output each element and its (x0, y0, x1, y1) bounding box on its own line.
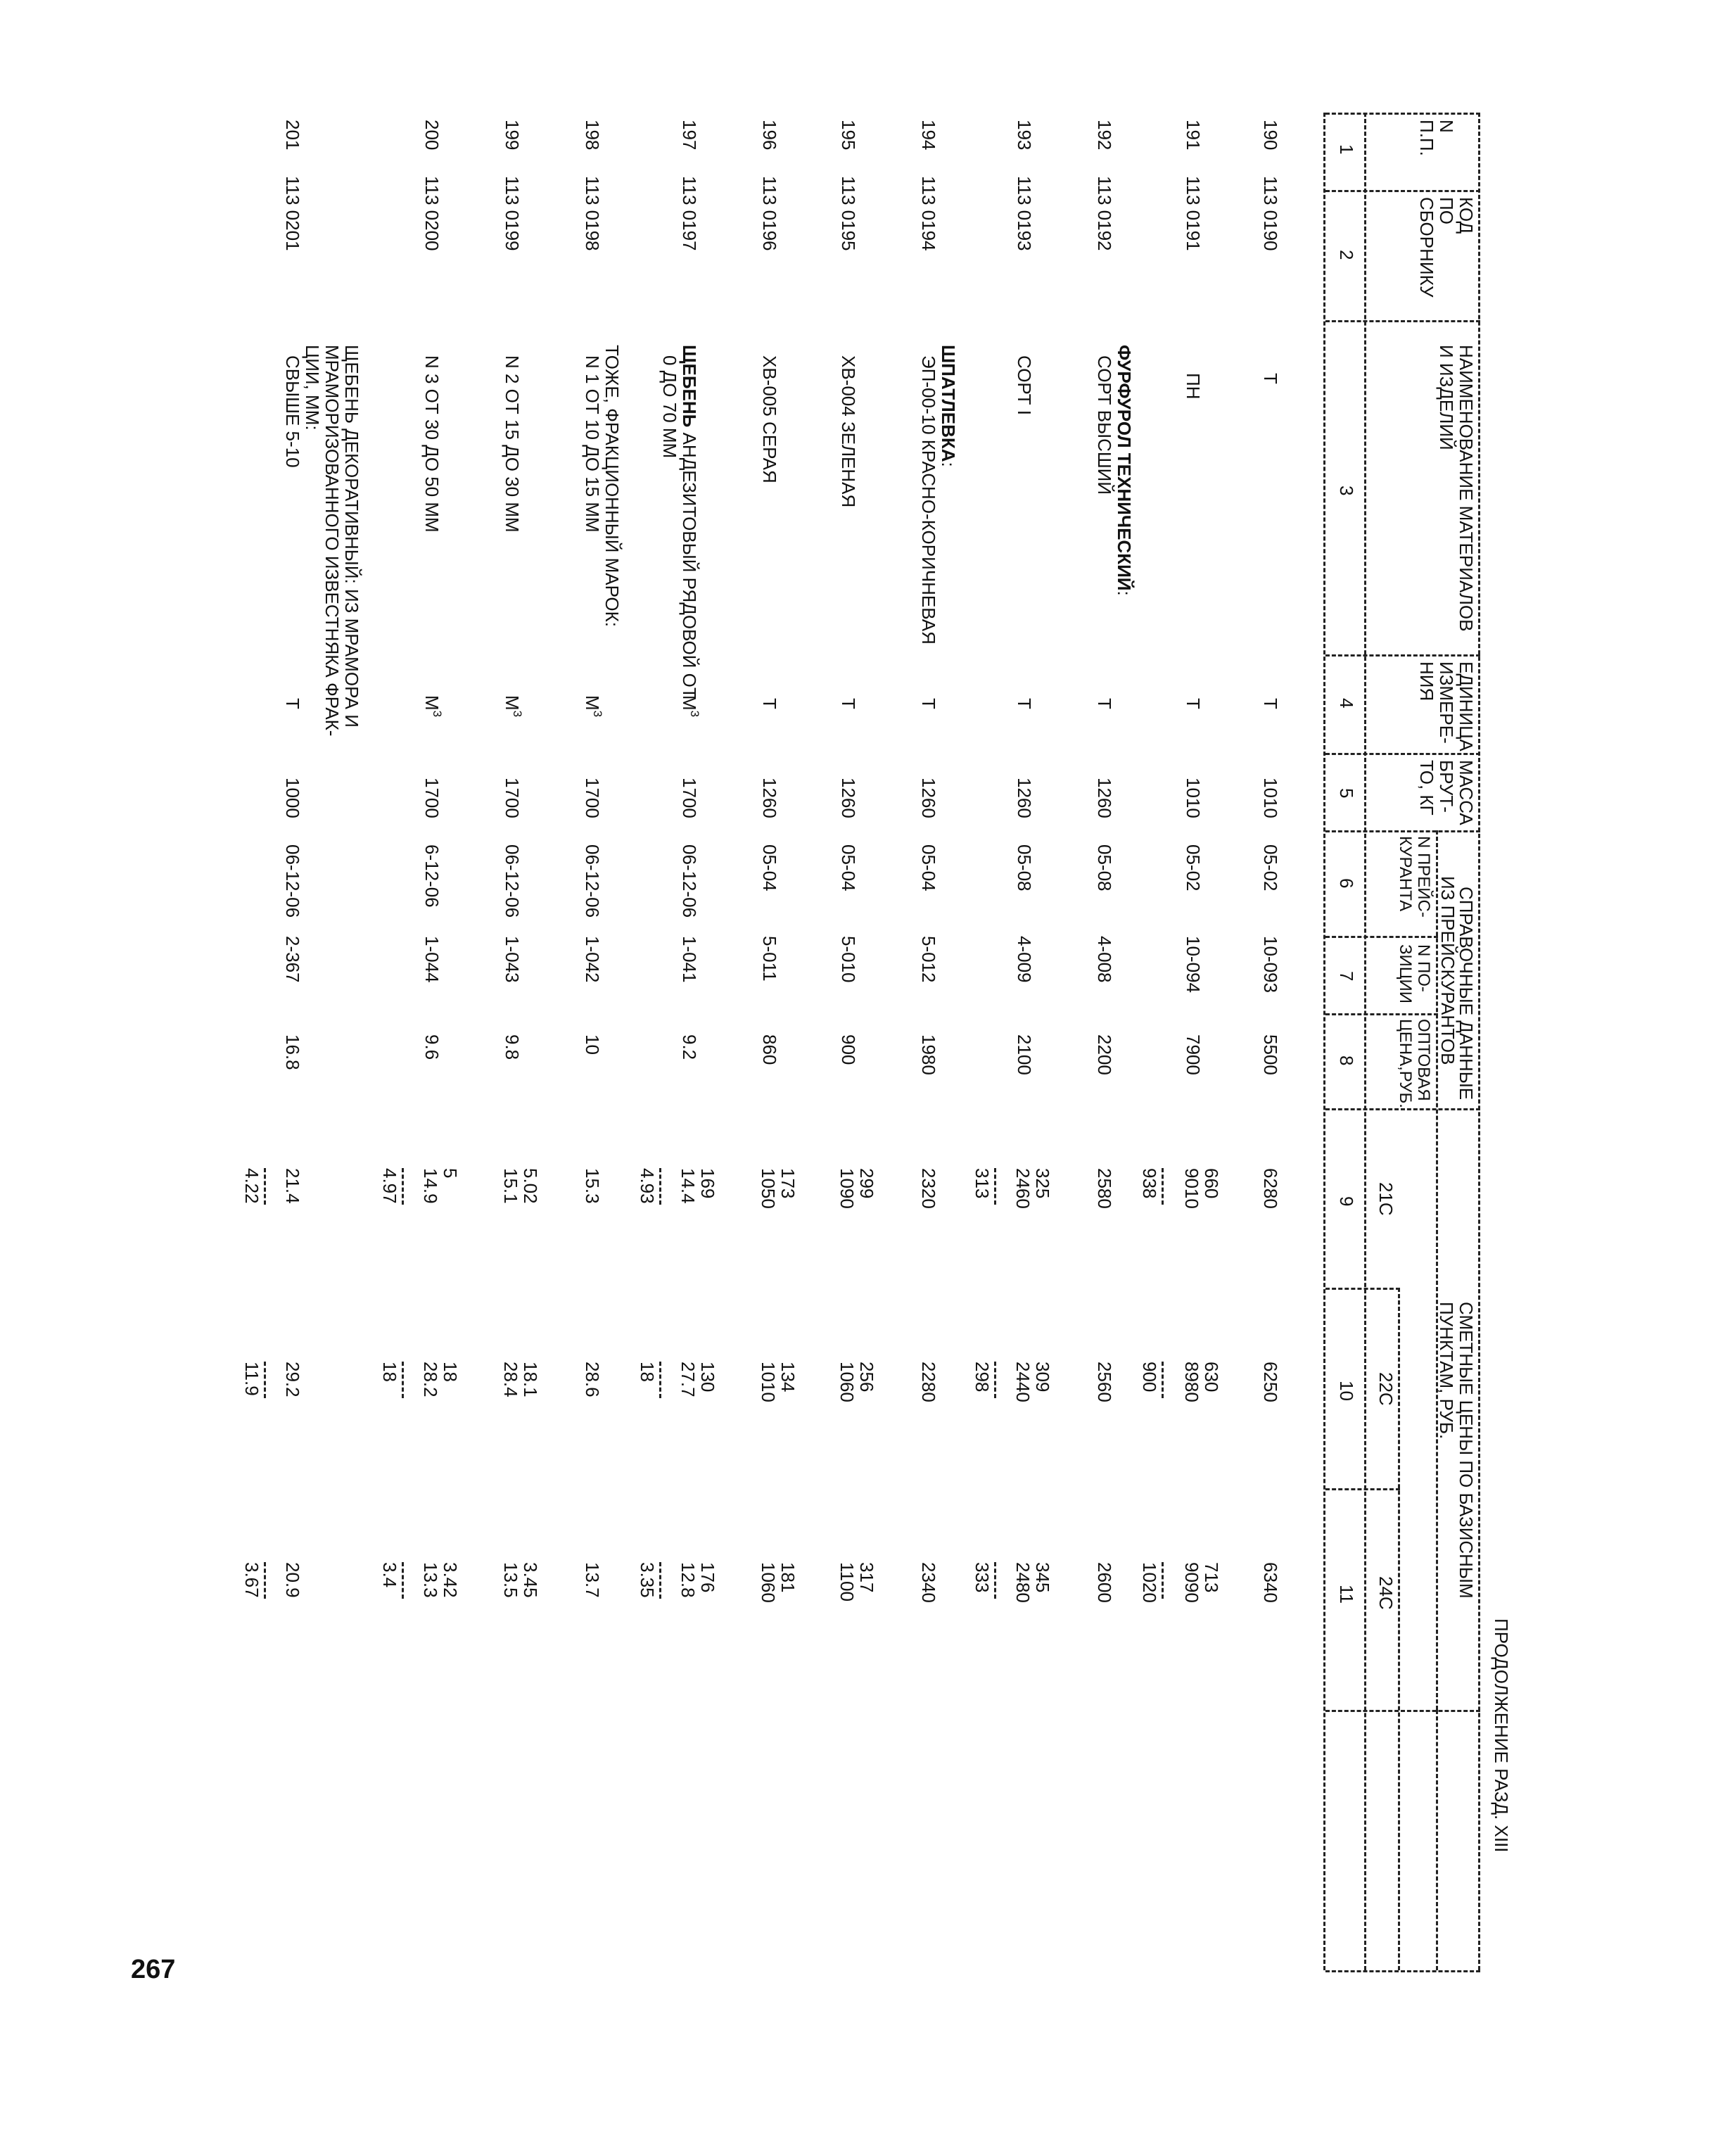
header-col-2-line-1: КОД (1456, 197, 1477, 234)
fraction-bar (264, 1362, 266, 1398)
header-col-9: 21С (1375, 1182, 1397, 1216)
row-price-21c: 660 (1201, 1168, 1222, 1199)
header-col-3-line-1: НАИМЕНОВАНИЕ МАТЕРИАЛОВ (1456, 345, 1477, 632)
fraction-bar (1162, 1562, 1164, 1599)
row-price-24c: 20.9 (282, 1562, 303, 1598)
row-name: ЭП-00-10 КРАСНО-КОРИЧНЕВАЯ (918, 355, 939, 645)
row-unit: Т (282, 698, 303, 709)
fraction-bar (1162, 1168, 1164, 1205)
fraction-bar (402, 1562, 404, 1599)
row-price-22c: 2280 (918, 1362, 939, 1402)
row-price-24c: 3.4 (379, 1562, 400, 1588)
header-col-8-line-1: ОПТОВАЯ (1414, 1019, 1433, 1101)
header-col-6-line-1: N ПРЕЙС- (1414, 836, 1433, 918)
row-price-21c: 4.93 (637, 1168, 658, 1204)
fraction-bar (264, 1562, 266, 1599)
row-price-21c: 325 (1032, 1168, 1053, 1199)
row-wholesale: 16.8 (282, 1034, 303, 1070)
row-price-22c: 18.1 (520, 1362, 541, 1397)
header-col-10: 22С (1375, 1372, 1397, 1406)
fraction-bar (402, 1362, 404, 1398)
row-name: N 1 ОТ 10 ДО 15 ММ (582, 355, 603, 533)
row-price-22c: 28.2 (420, 1362, 441, 1397)
row-price-24c: 713 (1201, 1562, 1222, 1593)
row-price-24c: 333 (972, 1562, 993, 1593)
row-number: 196 (759, 120, 780, 151)
row-price-22c: 2560 (1094, 1362, 1115, 1402)
column-number: 6 (1336, 878, 1357, 889)
row-code: 113 0199 (502, 176, 523, 251)
row-position: 4-008 (1094, 936, 1115, 983)
row-price-24c: 1020 (1139, 1562, 1160, 1603)
header-col-1-line-2: П.П. (1416, 120, 1437, 156)
column-number: 2 (1336, 250, 1357, 260)
row-number: 194 (918, 120, 939, 151)
row-price-24c: 6340 (1260, 1562, 1281, 1603)
row-position: 5-012 (918, 936, 939, 983)
row-price-21c: 173 (777, 1168, 799, 1199)
row-price-list: 06-12-06 (282, 844, 303, 918)
section-header-furfurol: ФУРФУРОЛ ТЕХНИЧЕСКИЙ: (1114, 345, 1135, 596)
header-col-11: 24С (1375, 1576, 1397, 1610)
row-number: 201 (282, 120, 303, 151)
vline-3 (1325, 654, 1480, 657)
row-price-22c: 18 (637, 1362, 658, 1382)
row-price-21c: 14.4 (678, 1168, 699, 1204)
row-mass: 1700 (502, 778, 523, 818)
rule-column-numbers (1323, 113, 1325, 1970)
row-price-22c: 28.4 (500, 1362, 521, 1397)
row-mass: 1260 (1014, 778, 1035, 818)
row-wholesale: 9.8 (502, 1034, 523, 1060)
row-code: 113 0191 (1183, 176, 1204, 251)
fraction-bar (659, 1362, 661, 1398)
row-price-24c: 13.7 (582, 1562, 603, 1598)
row-position: 5-010 (838, 936, 859, 983)
row-number: 192 (1094, 120, 1115, 151)
row-name: ХВ-004 ЗЕЛЕНАЯ (838, 355, 859, 508)
row-unit: $М^3$ (582, 695, 604, 718)
row-code: 113 0196 (759, 176, 780, 251)
page-number: 267 (131, 1955, 176, 1984)
section-header-shpatlevka: ШПАТЛЕВКА: (938, 345, 959, 467)
row-price-list: 05-04 (838, 844, 859, 892)
row-price-24c: 2480 (1012, 1562, 1033, 1603)
header-col-4-line-1: ЕДИНИЦА (1456, 661, 1477, 752)
row-price-24c: 181 (777, 1562, 799, 1593)
rotated-table-page (113, 91, 1520, 2005)
row-price-21c: 15.1 (500, 1168, 521, 1204)
row-price-24c: 3.42 (440, 1562, 461, 1598)
row-price-22c: 8980 (1181, 1362, 1202, 1402)
rule-price-group (1398, 1288, 1400, 1970)
row-position: 2-367 (282, 936, 303, 983)
vline-11 (1325, 1710, 1480, 1712)
vline-right (1325, 1970, 1480, 1972)
row-number: 198 (582, 120, 603, 151)
row-price-24c: 13.3 (420, 1562, 441, 1598)
row-code: 113 0190 (1260, 176, 1281, 251)
column-number: 5 (1336, 788, 1357, 799)
row-price-24c: 12.8 (678, 1562, 699, 1598)
row-price-22c: 298 (972, 1362, 993, 1393)
header-ref-group-line-1: СПРАВОЧНЫЕ ДАННЫЕ (1456, 887, 1477, 1101)
row-price-21c: 2460 (1012, 1168, 1033, 1209)
row-name: СВЫШЕ 5-10 (282, 355, 303, 468)
header-col-5-line-1: МАССА (1456, 760, 1477, 825)
row-wholesale: 860 (759, 1034, 780, 1065)
row-price-22c: 18 (440, 1362, 461, 1382)
row-name: ПН (1183, 373, 1204, 400)
row-price-24c: 3.45 (520, 1562, 541, 1598)
fraction-bar (264, 1168, 266, 1205)
row-price-22c: 130 (697, 1362, 718, 1393)
vline-left (1325, 113, 1480, 115)
row-price-22c: 11.9 (241, 1362, 262, 1396)
row-code: 113 0192 (1094, 176, 1115, 251)
row-price-list: 6-12-06 (421, 844, 443, 908)
row-price-21c: 15.3 (582, 1168, 603, 1204)
row-price-22c: 29.2 (282, 1362, 303, 1397)
row-price-21c: 14.9 (420, 1168, 441, 1204)
rule-header-bottom (1364, 113, 1366, 1970)
rule-top (1478, 113, 1480, 1970)
row-unit: Т (918, 698, 939, 709)
column-number: 8 (1336, 1055, 1357, 1066)
row-price-21c: 169 (697, 1168, 718, 1199)
row-price-24c: 1060 (758, 1562, 779, 1603)
row-number: 190 (1260, 120, 1281, 151)
row-mass: 1010 (1260, 778, 1281, 818)
row-position: 10-093 (1260, 936, 1281, 993)
row-price-list: 05-08 (1014, 844, 1035, 892)
row-mass: 1260 (918, 778, 939, 818)
row-price-21c: 2580 (1094, 1168, 1115, 1209)
header-price-group-line-1: СМЕТНЫЕ ЦЕНЫ ПО БАЗИСНЫМ (1456, 1302, 1477, 1599)
row-price-22c: 6250 (1260, 1362, 1281, 1402)
row-unit: Т (1014, 698, 1035, 709)
row-price-21c: 4.97 (379, 1168, 400, 1204)
column-number: 1 (1336, 144, 1357, 155)
fraction-bar (659, 1168, 661, 1205)
row-price-24c: 176 (697, 1562, 718, 1593)
header-col-5-line-2: БРУТ- (1436, 760, 1457, 813)
vline-5 (1325, 830, 1480, 832)
row-number: 195 (838, 120, 859, 151)
row-name: N 3 ОТ 30 ДО 50 ММ (421, 355, 443, 533)
row-code: 113 0200 (421, 176, 443, 251)
row-wholesale: 9.2 (679, 1034, 700, 1060)
row-mass: 1260 (1094, 778, 1115, 818)
row-position: 1-043 (502, 936, 523, 983)
row-name: ЩЕБЕНЬ АНДЕЗИТОВЫЙ РЯДОВОЙ ОТ (679, 345, 700, 699)
row-number: 197 (679, 120, 700, 151)
row-price-21c: 9010 (1181, 1168, 1202, 1209)
row-mass: 1010 (1183, 778, 1204, 818)
row-price-22c: 27.7 (678, 1362, 699, 1397)
row-code: 113 0193 (1014, 176, 1035, 251)
row-position: 1-041 (679, 936, 700, 983)
fraction-bar (402, 1168, 404, 1205)
vline-2 (1325, 320, 1480, 322)
row-price-22c: 134 (777, 1362, 799, 1393)
row-unit: Т (1183, 698, 1204, 709)
section-header-fraction: ТОЖЕ, ФРАКЦИОННЫЙ МАРОК: (602, 345, 623, 628)
row-name: СОРТ I (1014, 355, 1035, 415)
row-price-21c: 4.22 (241, 1168, 262, 1204)
row-wholesale: 2100 (1014, 1034, 1035, 1075)
row-price-22c: 28.6 (582, 1362, 603, 1397)
row-code: 113 0197 (679, 176, 700, 251)
row-mass: 1260 (838, 778, 859, 818)
row-number: 193 (1014, 120, 1035, 151)
row-code: 113 0201 (282, 176, 303, 251)
row-price-list: 05-02 (1183, 844, 1204, 892)
row-wholesale: 9.6 (421, 1034, 443, 1060)
vline-10 (1325, 1488, 1400, 1490)
row-price-list: 06-12-06 (582, 844, 603, 918)
row-price-21c: 5.02 (520, 1168, 541, 1204)
column-number: 3 (1336, 486, 1357, 496)
fraction-bar (659, 1562, 661, 1599)
row-price-list: 05-08 (1094, 844, 1115, 892)
row-mass: 1000 (282, 778, 303, 818)
row-unit: $М^3$ (421, 695, 444, 718)
row-price-24c: 345 (1032, 1562, 1053, 1593)
row-price-24c: 9090 (1181, 1562, 1202, 1603)
row-price-24c: 3.35 (637, 1562, 658, 1598)
vline-4 (1325, 753, 1480, 755)
row-position: 4-009 (1014, 936, 1035, 983)
row-price-22c: 900 (1139, 1362, 1160, 1393)
section-header-decorative-line-3: ЦИИ, ММ: (302, 345, 323, 431)
row-mass: 1260 (759, 778, 780, 818)
row-unit: Т (1260, 698, 1281, 709)
row-position: 10-094 (1183, 936, 1204, 993)
row-price-21c: 6280 (1260, 1168, 1281, 1209)
header-col-3-line-2: И ИЗДЕЛИЙ (1436, 345, 1457, 450)
row-name-continued: 0 ДО 70 ММ (659, 355, 680, 459)
row-price-22c: 309 (1032, 1362, 1053, 1393)
row-wholesale: 2200 (1094, 1034, 1115, 1075)
row-price-22c: 1060 (837, 1362, 858, 1402)
row-unit: $М^3$ (502, 695, 524, 718)
row-wholesale: 10 (582, 1034, 603, 1055)
section-header-decorative-line-2: МРАМОРИЗОВАННОГО ИЗВЕСТНЯКА ФРАК- (322, 345, 343, 737)
row-price-list: 06-12-06 (679, 844, 700, 918)
row-price-21c: 5 (440, 1168, 461, 1179)
fraction-bar (1162, 1362, 1164, 1398)
row-mass: 1700 (679, 778, 700, 818)
row-mass: 1700 (582, 778, 603, 818)
column-number: 11 (1336, 1585, 1357, 1604)
row-price-22c: 256 (856, 1362, 877, 1393)
row-price-22c: 2440 (1012, 1362, 1033, 1402)
row-price-21c: 1050 (758, 1168, 779, 1209)
row-unit: Т (838, 698, 859, 709)
fraction-bar (994, 1562, 996, 1599)
row-name: ХВ-005 СЕРАЯ (759, 355, 780, 483)
row-position: 5-011 (759, 936, 780, 982)
vline-9 (1325, 1288, 1400, 1290)
row-price-21c: 313 (972, 1168, 993, 1199)
row-price-24c: 317 (856, 1562, 877, 1593)
row-price-24c: 13.5 (500, 1562, 521, 1598)
row-number: 200 (421, 120, 443, 151)
row-price-24c: 2600 (1094, 1562, 1115, 1603)
row-name: N 2 ОТ 15 ДО 30 ММ (502, 355, 523, 533)
row-price-22c: 630 (1201, 1362, 1222, 1393)
header-col-6-line-2: КУРАНТА (1396, 836, 1415, 912)
row-mass: 1700 (421, 778, 443, 818)
row-name: СОРТ ВЫСШИЙ (1094, 355, 1115, 495)
vline-8 (1325, 1108, 1480, 1110)
row-wholesale: 900 (838, 1034, 859, 1065)
header-col-2-line-3: СБОРНИКУ (1416, 197, 1437, 298)
header-col-1-line-1: N (1436, 120, 1457, 133)
section-header-decorative-line-1: ЩЕБЕНЬ ДЕКОРАТИВНЫЙ: ИЗ МРАМОРА И (341, 345, 362, 728)
row-position: 1-044 (421, 936, 443, 983)
row-price-21c: 299 (856, 1168, 877, 1199)
header-col-2-line-2: ПО (1436, 197, 1457, 224)
header-col-4-line-3: НИЯ (1416, 661, 1437, 702)
rule-ref-stub-2 (1436, 1710, 1438, 1970)
column-number: 7 (1336, 971, 1357, 982)
header-col-7-line-1: N ПО- (1414, 944, 1433, 992)
header-price-group-line-2: ПУНКТАМ, РУБ. (1436, 1302, 1457, 1440)
row-position: 1-042 (582, 936, 603, 983)
vline-1 (1325, 190, 1480, 192)
vline-6 (1325, 936, 1438, 938)
fraction-bar (994, 1168, 996, 1205)
vline-7 (1325, 1013, 1438, 1015)
row-price-22c: 18 (379, 1362, 400, 1382)
row-unit: Т (1094, 698, 1115, 709)
row-code: 113 0195 (838, 176, 859, 251)
row-price-21c: 2320 (918, 1168, 939, 1209)
row-price-22c: 1010 (758, 1362, 779, 1402)
fraction-bar (994, 1362, 996, 1398)
row-wholesale: 1980 (918, 1034, 939, 1075)
row-code: 113 0198 (582, 176, 603, 251)
row-unit: $М^3$ (679, 695, 701, 718)
column-number: 9 (1336, 1196, 1357, 1207)
row-number: 199 (502, 120, 523, 151)
header-col-8-line-2: ЦЕНА,РУБ. (1396, 1019, 1415, 1108)
row-unit: Т (759, 698, 780, 709)
row-wholesale: 7900 (1183, 1034, 1204, 1075)
header-col-5-line-3: ТО, КГ (1416, 760, 1437, 816)
row-price-21c: 938 (1139, 1168, 1160, 1199)
row-wholesale: 5500 (1260, 1034, 1281, 1075)
row-price-24c: 3.67 (241, 1562, 262, 1598)
header-col-4-line-2: ИЗМЕРЕ- (1436, 661, 1457, 744)
row-price-list: 05-04 (918, 844, 939, 892)
column-number: 4 (1336, 698, 1357, 709)
row-price-list: 06-12-06 (502, 844, 523, 918)
row-price-21c: 21.4 (282, 1168, 303, 1204)
row-price-24c: 2340 (918, 1562, 939, 1603)
row-name: Т (1260, 373, 1281, 384)
row-price-21c: 1090 (837, 1168, 858, 1209)
row-price-list: 05-02 (1260, 844, 1281, 892)
header-ref-group-line-2: ИЗ ПРЕЙСКУРАНТОВ (1437, 876, 1458, 1065)
row-price-list: 05-04 (759, 844, 780, 892)
row-code: 113 0194 (918, 176, 939, 251)
column-number: 10 (1336, 1381, 1357, 1401)
row-price-24c: 1100 (837, 1562, 858, 1602)
page-header: ПРОДОЛЖЕНИЕ РАЗД. XIII (1491, 1618, 1512, 1853)
header-col-7-line-2: ЗИЦИИ (1396, 944, 1415, 1003)
row-number: 191 (1183, 120, 1204, 151)
